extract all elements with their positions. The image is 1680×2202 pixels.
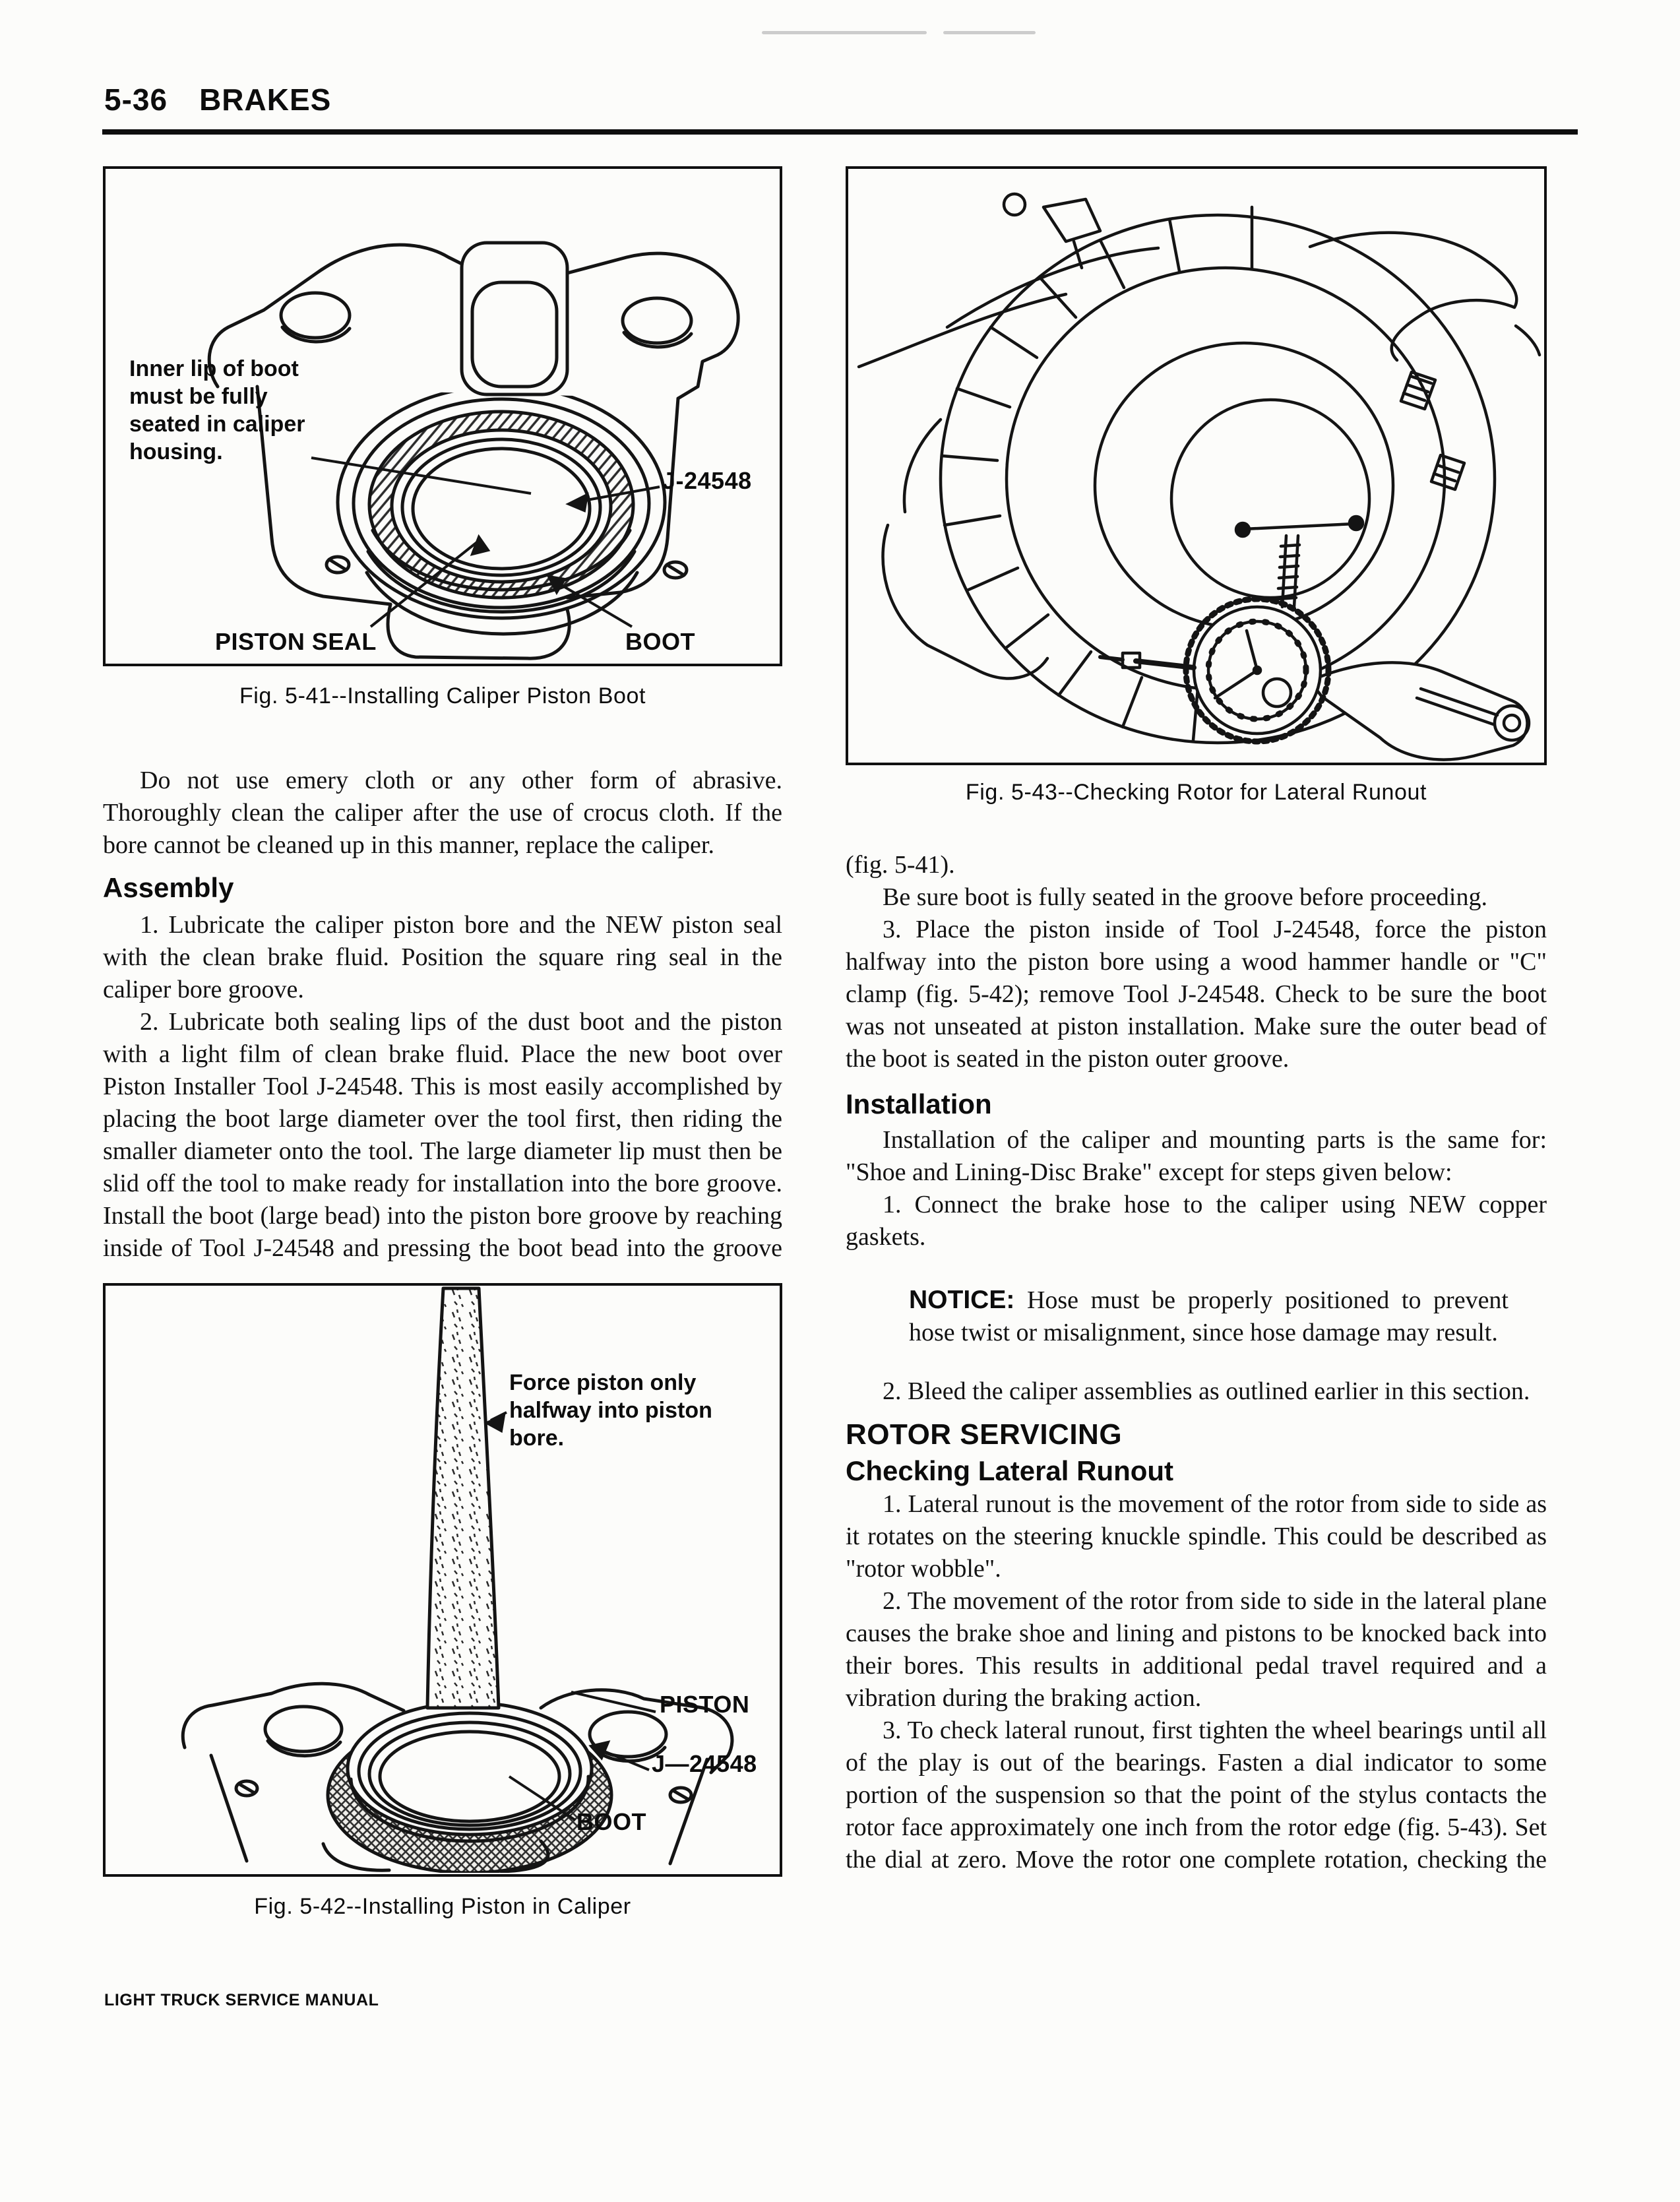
header-rule	[102, 129, 1578, 135]
figure-5-42	[103, 1283, 782, 1877]
fig-5-41-label-boot: BOOT	[625, 628, 695, 655]
right-column	[846, 166, 1547, 1876]
page-header	[104, 82, 331, 117]
footer-text: LIGHT TRUCK SERVICE MANUAL	[104, 1991, 379, 2009]
assembly-step-3: 3. Place the piston inside of Tool J-24548, force the piston halfway into the piston bore using a wood hammer handle or "C" clamp (fig. 5-42); remove Tool J-24548. Check to be sure the boot was not unseated at piston installation. Make sure the outer bead of the boot is seated in the piston outer groove.	[846, 916, 1547, 1073]
page-number: 5-36	[104, 82, 168, 117]
fig-5-42-label-piston: PISTON	[660, 1691, 750, 1718]
para-boot-seated: Be sure boot is fully seated in the groove before proceeding.	[883, 883, 1487, 911]
assembly-step-2: 2. Lubricate both sealing lips of the dust boot and the piston with a light film of clean brake fluid. Place the new boot over Piston Installer Tool J-24548. This is most easily accomplished by placing the boot large diameter over the tool first, then riding the smaller diameter onto the tool. The large diameter lip must then be slid off the tool to make ready for installation into the bore groove. Install the boot (large bead) into the piston bore groove by reaching inside of Tool J-24548 and pressing the boot bead into the groove	[103, 1008, 782, 1262]
fig-5-41-label-piston-seal: PISTON SEAL	[215, 628, 377, 655]
runout-step-1: 1. Lateral runout is the movement of the rotor from side to side as it rotates on the steering knuckle spindle. This could be described as "rotor wobble".	[846, 1490, 1547, 1583]
notice-text: Hose must be properly positioned to prevent hose twist or misalignment, since hose damage may result.	[909, 1286, 1509, 1346]
para-abrasive: Do not use emery cloth or any other form of abrasive. Thoroughly clean the caliper after the use of crocus cloth. If the bore cannot be cleaned up in this manner, replace the caliper.	[103, 767, 782, 859]
fig-5-42-label-force: Force piston only halfway into piston bore.	[509, 1370, 712, 1451]
notice-block	[909, 1284, 1509, 1349]
runout-step-2: 2. The movement of the rotor from side to side in the lateral plane causes the brake shoe and lining and pistons to be knocked back into their bores. This results in additional pedal travel required and a vibration during the braking action.	[846, 1587, 1547, 1712]
rotor-runout-drawing	[848, 169, 1543, 761]
fig-5-42-caption: Fig. 5-42--Installing Piston in Caliper	[254, 1894, 631, 1919]
installation-step-1: 1. Connect the brake hose to the caliper using NEW copper gaskets.	[846, 1191, 1547, 1251]
lateral-runout-heading: Checking Lateral Runout	[846, 1455, 1174, 1486]
installation-step-2: 2. Bleed the caliper assemblies as outlined earlier in this section.	[883, 1377, 1530, 1405]
fig-5-43-caption: Fig. 5-43--Checking Rotor for Lateral Runout	[965, 780, 1427, 805]
figure-5-41	[103, 166, 782, 666]
figure-5-43	[846, 166, 1547, 765]
fig-5-41-label-tool: J-24548	[662, 467, 752, 494]
scan-artifact	[762, 31, 927, 34]
fig-5-41-label-inner-lip: Inner lip of boot must be fully seated in caliper housing.	[129, 356, 305, 464]
assembly-heading: Assembly	[103, 872, 234, 903]
runout-step-3: 3. To check lateral runout, first tighten the wheel bearings until all of the play is out of the bearings. Fasten a dial indicator to some portion of the suspension so that the point of the stylus contacts the rotor face approximately one inch from the rotor edge (fig. 5-43). Set the dial at zero. Move the rotor one complete rotation, checking the	[846, 1716, 1547, 1873]
rotor-servicing-heading: ROTOR SERVICING	[846, 1418, 1123, 1451]
left-column	[103, 166, 782, 1920]
fig-ref: (fig. 5-41).	[846, 851, 955, 879]
section-title: BRAKES	[199, 82, 332, 117]
fig-5-42-label-boot: BOOT	[576, 1808, 646, 1835]
scan-artifact	[943, 31, 1036, 34]
installation-heading: Installation	[846, 1088, 992, 1119]
installation-intro: Installation of the caliper and mounting parts is the same for: "Shoe and Lining-Disc Brake" except for steps given below:	[846, 1126, 1547, 1186]
fig-5-41-caption: Fig. 5-41--Installing Caliper Piston Boot	[239, 683, 646, 708]
notice-label: NOTICE:	[909, 1286, 1015, 1314]
assembly-step-1: 1. Lubricate the caliper piston bore and the NEW piston seal with the clean brake fluid. Position the square ring seal in the caliper bore groove.	[103, 911, 782, 1003]
fig-5-42-label-tool: J—24548	[652, 1750, 757, 1777]
